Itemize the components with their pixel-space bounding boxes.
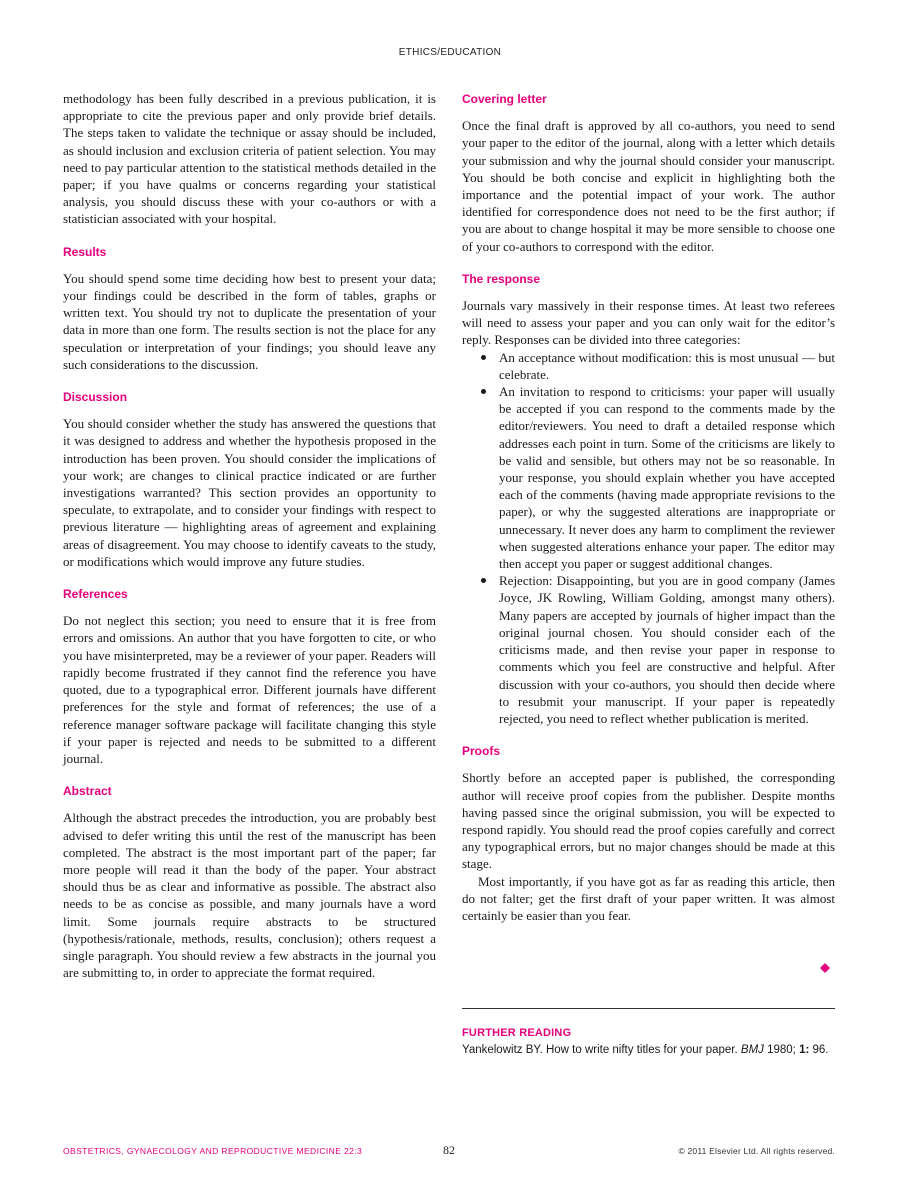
- reference-year: 1980;: [763, 1044, 800, 1056]
- left-column: [63, 90, 436, 981]
- proofs-heading: Proofs: [462, 744, 501, 759]
- reference-volume: 1:: [799, 1044, 810, 1056]
- closing-paragraph: Most importantly, if you have got as far as reading this article, then do not falter; get the first draft of your paper written. It was almost certainly be easier than you fear.: [462, 873, 835, 923]
- list-item-invitation: An invitation to respond to criticisms: your paper will usually be accepted if you can respond to the comments made by the editor/reviewers. You need to draft a detailed response which addresses each point in turn. Some of the criticisms are likely to be valid and sensible, but others may not be so reasonable. In your response, you should explain whether you have accepted each of the comments (having made appropriate revisions to the paper), or why the suggested alterations are inappropriate or unnecessary. It never does any harm to compliment the reviewer when suggested alterations enhance your paper. The editor may then accept you paper or suggest additional changes.: [499, 384, 835, 572]
- list-item-rejection: Rejection: Disappointing, but you are in good company (James Joyce, JK Rowling, William Golding, amongst many others). Many papers are accepted by journals of higher impact than the original journal chosen. You should consider each of the criticisms made, and then revise your paper in response to comments which you feel are constructive and helpful. After discussion with your co-authors, you should then decide where to resubmit your manuscript. If your paper is repeatedly rejected, you need to reflect whether publication is merited.: [499, 573, 835, 726]
- page-footer: [63, 1143, 835, 1159]
- abstract-heading: Abstract: [63, 784, 112, 799]
- response-intro-paragraph: Journals vary massively in their response times. At least two referees will need to assess your paper and you can only wait for the editor’s reply. Responses can be divided into three categories:: [462, 298, 835, 348]
- methods-continuation-paragraph: methodology has been fully described in a previous publication, it is appropriate to cite the previous paper and only provide brief details. The steps taken to validate the technique or assay should be included, as should inclusion and exclusion criteria of patient selection. You may need to pay particular attention to the statistical methods detailed in the paper; if you have qualms or concerns regarding your statistical analysis, you should discuss these with your co-authors or with a statistician associated with your hospital.: [63, 91, 436, 227]
- references-paragraph: Do not neglect this section; you need to ensure that it is free from errors and omissions. An author that you have forgotten to cite, or who you have misinterpreted, may be a reviewer of your paper. Readers will rapidly become frustrated if they cannot find the reference you have quoted, due to a typographical error. Different journals have different preferences for the style and format of references; the use of a reference manager software package will facilitate changing this style if your paper is rejected and needs to be submitted to a different journal.: [63, 613, 436, 766]
- footer-copyright: © 2011 Elsevier Ltd. All rights reserved.: [678, 1146, 835, 1156]
- pink-diamond-icon: [820, 963, 830, 973]
- further-reading-section: [462, 1027, 835, 1058]
- page-number: 82: [443, 1143, 455, 1157]
- proofs-paragraph: Shortly before an accepted paper is published, the corresponding author will receive proof copies from the publisher. Despite months having passed since the original submission, you will be expected to respond rapidly. You should read the proof copies carefully and correct any typographical errors, but no major changes should be made at this stage.: [462, 770, 835, 872]
- further-reading-divider: [462, 1008, 835, 1009]
- running-head: ETHICS/EDUCATION: [398, 47, 502, 58]
- reference-pages: 96.: [809, 1044, 829, 1056]
- response-categories-list: [462, 349, 835, 727]
- results-paragraph: You should spend some time deciding how best to present your data; your findings could be described in the form of tables, graphs or written text. You should try not to duplicate the presentation of your data in more than one form. The results section is not the place for any speculation or interpretation of your findings; you should leave any such considerations to the discussion.: [63, 270, 436, 372]
- further-reading-reference: [462, 1043, 835, 1058]
- reference-authors-title: Yankelowitz BY. How to write nifty titles for your paper.: [462, 1044, 741, 1056]
- list-item-acceptance: An acceptance without modification: this is most unusual — but celebrate.: [499, 349, 835, 382]
- references-heading: References: [63, 587, 128, 602]
- response-heading: The response: [462, 271, 541, 286]
- covering-letter-heading: Covering letter: [462, 92, 547, 106]
- discussion-heading: Discussion: [63, 390, 128, 405]
- covering-letter-paragraph: Once the final draft is approved by all co-authors, you need to send your paper to the editor of the journal, along with a letter which details your submission and why the journal should consider your manuscript. You should be both concise and explicit in highlighting both the importance and the potential impact of your work. The author identified for correspondence does not need to be the first author; if you are about to change hospital it may be more sensible to choose one of your co-authors to correspond with the editor.: [462, 118, 835, 254]
- discussion-paragraph: You should consider whether the study has answered the questions that it was designed to address and whether the hypothesis proposed in the introduction has been proven. You should consider the implications of your work; are changes to clinical practice indicated or are further investigations warranted? This section provides an opportunity to speculate, to extrapolate, and to consider your findings with respect to previous literature — highlighting areas of agreement and explaining areas of disagreement. You may choose to identify caveats to the study, or modifications which would improve any future studies.: [63, 416, 436, 569]
- further-reading-heading: FURTHER READING: [462, 1027, 572, 1039]
- right-column: [462, 90, 835, 924]
- reference-journal: BMJ: [740, 1044, 764, 1056]
- results-heading: Results: [63, 244, 107, 259]
- abstract-paragraph: Although the abstract precedes the introduction, you are probably best advised to defer writing this until the rest of the manuscript has been completed. The abstract is the most important part of the paper; far more people will read it than the body of the paper. Your abstract should thus be as clear and informative as possible. The abstract also needs to be as concise as possible, and many journals have a word limit. Some journals require abstracts to be structured (hypothesis/rationale, methods, results, conclusion); others request a single paragraph. You should review a few abstracts in the journal you are submitting to, in order to appreciate the format required.: [63, 810, 436, 981]
- footer-journal-name: OBSTETRICS, GYNAECOLOGY AND REPRODUCTIVE MEDICINE 22:3: [63, 1146, 363, 1156]
